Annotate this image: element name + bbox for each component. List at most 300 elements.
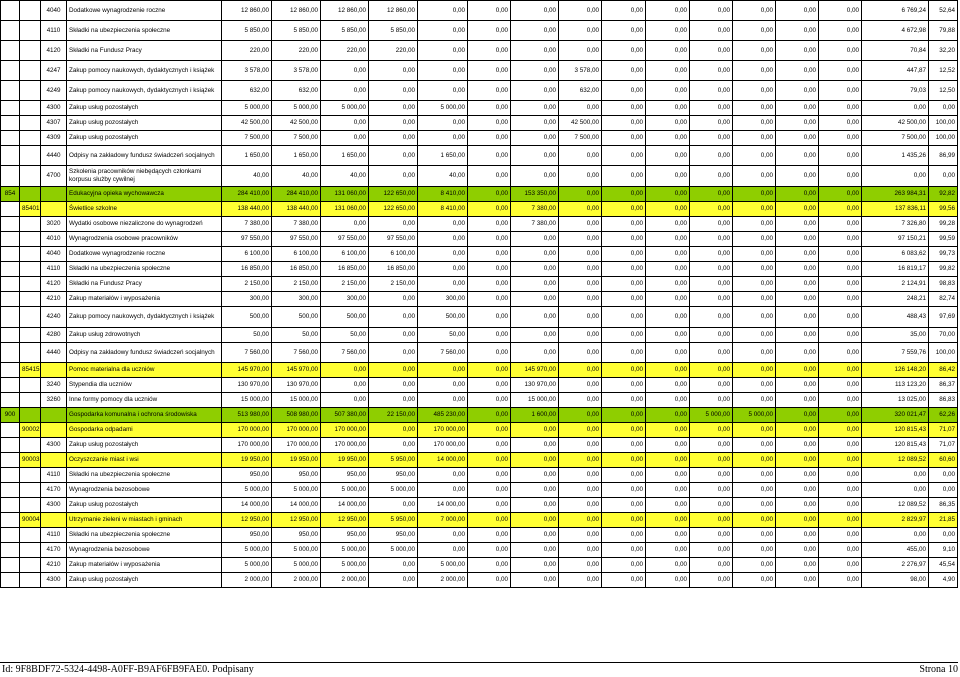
rozdzial-cell: 85401 [20, 202, 41, 217]
paragraf-cell: 4300 [41, 573, 67, 588]
amount-cell: 0,00 [690, 528, 733, 543]
amount-cell: 2 150,00 [222, 277, 272, 292]
rozdzial-row [1, 513, 958, 528]
amount-cell: 0,00 [776, 453, 819, 468]
name-cell: Składki na Fundusz Pracy [67, 41, 222, 61]
rozdzial-cell [20, 543, 41, 558]
dzial-cell [1, 61, 20, 81]
dzial-cell [1, 438, 20, 453]
amount-cell: 0,00 [733, 247, 776, 262]
amount-cell: 0,00 [418, 232, 468, 247]
dzial-cell [1, 247, 20, 262]
amount-cell: 0,00 [776, 41, 819, 61]
name-cell: Wynagrodzenia osobowe pracowników [67, 232, 222, 247]
paragraf-row [1, 166, 958, 187]
amount-cell: 0,00 [646, 343, 690, 363]
rozdzial-cell [20, 277, 41, 292]
amount-cell: 0,00 [646, 217, 690, 232]
amount-cell: 500,00 [272, 307, 321, 328]
amount-cell: 0,00 [369, 498, 418, 513]
paragraf-row [1, 146, 958, 166]
paragraf-row [1, 1, 958, 21]
amount-cell: 0,00 [690, 307, 733, 328]
amount-cell: 0,00 [776, 468, 819, 483]
amount-cell: 50,00 [272, 328, 321, 343]
amount-cell: 0,00 [819, 423, 862, 438]
amount-cell: 0,00 [321, 363, 369, 378]
amount-cell: 0,00 [602, 61, 646, 81]
amount-cell: 0,00 [819, 468, 862, 483]
amount-cell: 455,00 [862, 543, 929, 558]
amount-cell: 92,82 [929, 187, 958, 202]
amount-cell: 0,00 [602, 81, 646, 101]
paragraf-row [1, 378, 958, 393]
paragraf-cell [41, 363, 67, 378]
amount-cell: 170 000,00 [418, 423, 468, 438]
amount-cell: 0,00 [468, 483, 511, 498]
dzial-cell [1, 468, 20, 483]
amount-cell: 0,00 [602, 558, 646, 573]
amount-cell: 170 000,00 [321, 438, 369, 453]
paragraf-cell [41, 513, 67, 528]
amount-cell: 632,00 [559, 81, 602, 101]
paragraf-row [1, 61, 958, 81]
paragraf-cell: 4309 [41, 131, 67, 146]
amount-cell: 0,00 [602, 363, 646, 378]
amount-cell: 145 970,00 [511, 363, 559, 378]
amount-cell: 16 819,17 [862, 262, 929, 277]
rozdzial-cell [20, 217, 41, 232]
amount-cell: 0,00 [819, 483, 862, 498]
amount-cell: 263 984,31 [862, 187, 929, 202]
paragraf-row [1, 131, 958, 146]
amount-cell: 12 860,00 [222, 1, 272, 21]
amount-cell: 62,26 [929, 408, 958, 423]
amount-cell: 0,00 [369, 166, 418, 187]
amount-cell: 16 850,00 [222, 262, 272, 277]
amount-cell: 0,00 [733, 202, 776, 217]
amount-cell: 0,00 [862, 528, 929, 543]
amount-cell: 7 380,00 [272, 217, 321, 232]
amount-cell: 0,00 [602, 262, 646, 277]
amount-cell: 0,00 [776, 247, 819, 262]
amount-cell: 0,00 [733, 131, 776, 146]
amount-cell: 0,00 [690, 116, 733, 131]
name-cell: Edukacyjna opieka wychowawcza [67, 187, 222, 202]
amount-cell: 86,35 [929, 498, 958, 513]
rozdzial-cell [20, 247, 41, 262]
amount-cell: 0,00 [468, 131, 511, 146]
amount-cell: 21,85 [929, 513, 958, 528]
amount-cell: 0,00 [602, 393, 646, 408]
dzial-cell [1, 483, 20, 498]
amount-cell: 0,00 [733, 453, 776, 468]
amount-cell: 0,00 [559, 277, 602, 292]
amount-cell: 0,00 [602, 187, 646, 202]
amount-cell: 0,00 [819, 292, 862, 307]
amount-cell: 0,00 [690, 558, 733, 573]
name-cell: Gospodarka komunalna i ochrona środowiska [67, 408, 222, 423]
amount-cell: 0,00 [690, 328, 733, 343]
amount-cell: 0,00 [819, 498, 862, 513]
amount-cell: 0,00 [690, 61, 733, 81]
dzial-cell [1, 41, 20, 61]
amount-cell: 0,00 [602, 116, 646, 131]
amount-cell: 99,73 [929, 247, 958, 262]
amount-cell: 284 410,00 [222, 187, 272, 202]
dzial-cell [1, 543, 20, 558]
amount-cell: 0,00 [819, 543, 862, 558]
amount-cell: 0,00 [418, 116, 468, 131]
paragraf-row [1, 483, 958, 498]
amount-cell: 248,21 [862, 292, 929, 307]
amount-cell: 0,00 [602, 513, 646, 528]
amount-cell: 0,00 [559, 423, 602, 438]
amount-cell: 0,00 [819, 558, 862, 573]
amount-cell: 0,00 [819, 363, 862, 378]
amount-cell: 320 021,47 [862, 408, 929, 423]
amount-cell: 13 025,00 [862, 393, 929, 408]
dzial-cell [1, 328, 20, 343]
amount-cell: 0,00 [468, 558, 511, 573]
amount-cell: 950,00 [321, 528, 369, 543]
paragraf-cell [41, 453, 67, 468]
rozdzial-cell: 90002 [20, 423, 41, 438]
amount-cell: 950,00 [222, 468, 272, 483]
amount-cell: 0,00 [468, 498, 511, 513]
rozdzial-cell [20, 262, 41, 277]
amount-cell: 0,00 [690, 166, 733, 187]
amount-cell: 7 560,00 [418, 343, 468, 363]
amount-cell: 14 000,00 [222, 498, 272, 513]
amount-cell: 5 850,00 [369, 21, 418, 41]
paragraf-cell: 4300 [41, 498, 67, 513]
amount-cell: 0,00 [690, 393, 733, 408]
amount-cell: 0,00 [468, 166, 511, 187]
amount-cell: 0,00 [559, 307, 602, 328]
paragraf-row [1, 498, 958, 513]
amount-cell: 0,00 [819, 408, 862, 423]
amount-cell: 0,00 [559, 262, 602, 277]
amount-cell: 145 970,00 [272, 363, 321, 378]
paragraf-row [1, 307, 958, 328]
amount-cell: 500,00 [418, 307, 468, 328]
amount-cell: 2 000,00 [222, 573, 272, 588]
amount-cell: 0,00 [321, 217, 369, 232]
amount-cell: 0,00 [646, 61, 690, 81]
amount-cell: 0,00 [559, 21, 602, 41]
amount-cell: 71,07 [929, 438, 958, 453]
amount-cell: 97 550,00 [321, 232, 369, 247]
amount-cell: 19 950,00 [321, 453, 369, 468]
amount-cell: 0,00 [929, 483, 958, 498]
amount-cell: 97 550,00 [222, 232, 272, 247]
amount-cell: 6 769,24 [862, 1, 929, 21]
amount-cell: 0,00 [776, 343, 819, 363]
amount-cell: 0,00 [321, 81, 369, 101]
paragraf-cell: 4300 [41, 438, 67, 453]
amount-cell: 0,00 [369, 438, 418, 453]
rozdzial-cell: 90003 [20, 453, 41, 468]
amount-cell: 120 815,43 [862, 423, 929, 438]
amount-cell: 508 980,00 [272, 408, 321, 423]
amount-cell: 5 950,00 [369, 453, 418, 468]
amount-cell: 0,00 [418, 217, 468, 232]
amount-cell: 2 150,00 [369, 277, 418, 292]
amount-cell: 0,00 [559, 166, 602, 187]
amount-cell: 0,00 [369, 328, 418, 343]
amount-cell: 0,00 [733, 61, 776, 81]
amount-cell: 0,00 [733, 378, 776, 393]
rozdzial-cell: 85415 [20, 363, 41, 378]
amount-cell: 0,00 [819, 438, 862, 453]
amount-cell: 0,00 [733, 328, 776, 343]
amount-cell: 632,00 [222, 81, 272, 101]
amount-cell: 447,87 [862, 61, 929, 81]
amount-cell: 0,00 [690, 146, 733, 166]
amount-cell: 0,00 [646, 277, 690, 292]
amount-cell: 0,00 [646, 307, 690, 328]
page-footer [0, 662, 958, 676]
amount-cell: 220,00 [222, 41, 272, 61]
amount-cell: 0,00 [418, 131, 468, 146]
amount-cell: 0,00 [776, 61, 819, 81]
amount-cell: 42 500,00 [862, 116, 929, 131]
paragraf-cell: 4307 [41, 116, 67, 131]
amount-cell: 0,00 [646, 423, 690, 438]
amount-cell: 0,00 [776, 573, 819, 588]
paragraf-cell: 3260 [41, 393, 67, 408]
dzial-cell [1, 21, 20, 41]
dzial-cell [1, 232, 20, 247]
name-cell: Odpisy na zakładowy fundusz świadczeń socjalnych [67, 146, 222, 166]
amount-cell: 0,00 [559, 468, 602, 483]
amount-cell: 0,00 [369, 146, 418, 166]
dzial-cell [1, 277, 20, 292]
amount-cell: 0,00 [646, 438, 690, 453]
amount-cell: 131 060,00 [321, 202, 369, 217]
amount-cell: 86,42 [929, 363, 958, 378]
paragraf-cell: 4440 [41, 146, 67, 166]
amount-cell: 5 000,00 [733, 408, 776, 423]
paragraf-cell [41, 202, 67, 217]
paragraf-cell: 4210 [41, 558, 67, 573]
amount-cell: 220,00 [369, 41, 418, 61]
amount-cell: 0,00 [559, 292, 602, 307]
amount-cell: 0,00 [776, 328, 819, 343]
amount-cell: 0,00 [929, 166, 958, 187]
rozdzial-cell [20, 41, 41, 61]
amount-cell: 7 500,00 [222, 131, 272, 146]
rozdzial-cell [20, 131, 41, 146]
amount-cell: 0,00 [602, 573, 646, 588]
amount-cell: 12 860,00 [321, 1, 369, 21]
amount-cell: 5 000,00 [272, 558, 321, 573]
amount-cell: 0,00 [511, 468, 559, 483]
amount-cell: 2 000,00 [418, 573, 468, 588]
amount-cell: 0,00 [646, 116, 690, 131]
amount-cell: 0,00 [511, 232, 559, 247]
amount-cell: 0,00 [819, 262, 862, 277]
amount-cell: 0,00 [819, 41, 862, 61]
amount-cell: 1 650,00 [222, 146, 272, 166]
name-cell: Świetlice szkolne [67, 202, 222, 217]
paragraf-cell: 4170 [41, 483, 67, 498]
amount-cell: 7 000,00 [418, 513, 468, 528]
amount-cell: 5 000,00 [272, 101, 321, 116]
amount-cell: 0,00 [776, 483, 819, 498]
amount-cell: 0,00 [418, 61, 468, 81]
amount-cell: 0,00 [819, 307, 862, 328]
amount-cell: 0,00 [468, 61, 511, 81]
amount-cell: 32,20 [929, 41, 958, 61]
amount-cell: 0,00 [646, 187, 690, 202]
amount-cell: 0,00 [511, 247, 559, 262]
amount-cell: 60,60 [929, 453, 958, 468]
name-cell: Zakup usług pozostałych [67, 131, 222, 146]
amount-cell: 0,00 [602, 131, 646, 146]
paragraf-cell: 4280 [41, 328, 67, 343]
rozdzial-cell [20, 116, 41, 131]
amount-cell: 0,00 [511, 483, 559, 498]
rozdzial-row [1, 202, 958, 217]
amount-cell: 0,00 [511, 61, 559, 81]
amount-cell: 0,00 [602, 498, 646, 513]
dzial-cell [1, 393, 20, 408]
rozdzial-cell [20, 187, 41, 202]
name-cell: Gospodarka odpadami [67, 423, 222, 438]
amount-cell: 0,00 [602, 1, 646, 21]
amount-cell: 6 100,00 [272, 247, 321, 262]
amount-cell: 97,69 [929, 307, 958, 328]
amount-cell: 0,00 [819, 513, 862, 528]
amount-cell: 0,00 [418, 262, 468, 277]
rozdzial-cell [20, 408, 41, 423]
amount-cell: 5 950,00 [369, 513, 418, 528]
amount-cell: 950,00 [222, 528, 272, 543]
amount-cell: 45,54 [929, 558, 958, 573]
amount-cell: 0,00 [321, 116, 369, 131]
name-cell: Odpisy na zakładowy fundusz świadczeń socjalnych [67, 343, 222, 363]
amount-cell: 0,00 [369, 131, 418, 146]
name-cell: Zakup materiałów i wyposażenia [67, 292, 222, 307]
amount-cell: 0,00 [733, 1, 776, 21]
amount-cell: 0,00 [646, 146, 690, 166]
amount-cell: 0,00 [646, 232, 690, 247]
dzial-cell [1, 146, 20, 166]
name-cell: Inne formy pomocy dla uczniów [67, 393, 222, 408]
amount-cell: 86,37 [929, 378, 958, 393]
amount-cell: 145 970,00 [222, 363, 272, 378]
amount-cell: 0,00 [690, 21, 733, 41]
amount-cell: 300,00 [222, 292, 272, 307]
amount-cell: 7 560,00 [321, 343, 369, 363]
amount-cell: 0,00 [733, 558, 776, 573]
paragraf-row [1, 277, 958, 292]
amount-cell: 0,00 [690, 187, 733, 202]
amount-cell: 0,00 [468, 21, 511, 41]
amount-cell: 50,00 [418, 328, 468, 343]
amount-cell: 0,00 [559, 363, 602, 378]
amount-cell: 0,00 [559, 393, 602, 408]
amount-cell: 0,00 [511, 131, 559, 146]
rozdzial-cell [20, 81, 41, 101]
amount-cell: 0,00 [733, 468, 776, 483]
amount-cell: 0,00 [559, 528, 602, 543]
paragraf-cell: 4040 [41, 1, 67, 21]
amount-cell: 7 500,00 [272, 131, 321, 146]
page-number: Strona 10 [919, 664, 958, 675]
paragraf-cell: 4120 [41, 41, 67, 61]
paragraf-row [1, 558, 958, 573]
amount-cell: 5 000,00 [222, 483, 272, 498]
amount-cell: 0,00 [819, 131, 862, 146]
amount-cell: 0,00 [819, 146, 862, 166]
name-cell: Zakup usług pozostałych [67, 116, 222, 131]
amount-cell: 0,00 [602, 468, 646, 483]
amount-cell: 99,56 [929, 202, 958, 217]
rozdzial-row [1, 453, 958, 468]
amount-cell: 0,00 [511, 453, 559, 468]
amount-cell: 0,00 [733, 41, 776, 61]
amount-cell: 0,00 [602, 453, 646, 468]
amount-cell: 40,00 [418, 166, 468, 187]
amount-cell: 86,99 [929, 146, 958, 166]
amount-cell: 0,00 [776, 166, 819, 187]
rozdzial-cell [20, 498, 41, 513]
amount-cell: 8 410,00 [418, 202, 468, 217]
dzial-cell [1, 573, 20, 588]
amount-cell: 131 060,00 [321, 187, 369, 202]
amount-cell: 0,00 [819, 21, 862, 41]
amount-cell: 0,00 [733, 423, 776, 438]
amount-cell: 5 000,00 [418, 558, 468, 573]
amount-cell: 1 435,26 [862, 146, 929, 166]
amount-cell: 5 000,00 [321, 101, 369, 116]
dzial-cell: 900 [1, 408, 20, 423]
rozdzial-cell [20, 307, 41, 328]
amount-cell: 130 970,00 [272, 378, 321, 393]
amount-cell: 0,00 [690, 483, 733, 498]
amount-cell: 0,00 [468, 247, 511, 262]
name-cell: Zakup pomocy naukowych, dydaktycznych i książek [67, 61, 222, 81]
amount-cell: 79,88 [929, 21, 958, 41]
amount-cell: 0,00 [559, 217, 602, 232]
rozdzial-cell [20, 343, 41, 363]
amount-cell: 0,00 [776, 81, 819, 101]
amount-cell: 0,00 [690, 363, 733, 378]
amount-cell: 5 850,00 [321, 21, 369, 41]
amount-cell: 0,00 [646, 247, 690, 262]
amount-cell: 0,00 [369, 116, 418, 131]
amount-cell: 170 000,00 [272, 438, 321, 453]
amount-cell: 19 950,00 [222, 453, 272, 468]
amount-cell: 0,00 [819, 328, 862, 343]
amount-cell: 0,00 [468, 423, 511, 438]
paragraf-row [1, 101, 958, 116]
amount-cell: 0,00 [468, 292, 511, 307]
amount-cell: 0,00 [559, 543, 602, 558]
rozdzial-cell [20, 558, 41, 573]
amount-cell: 5 850,00 [222, 21, 272, 41]
paragraf-row [1, 328, 958, 343]
amount-cell: 40,00 [272, 166, 321, 187]
amount-cell: 0,00 [369, 81, 418, 101]
amount-cell: 0,00 [369, 61, 418, 81]
amount-cell: 0,00 [646, 131, 690, 146]
amount-cell: 0,00 [418, 483, 468, 498]
amount-cell: 2 829,97 [862, 513, 929, 528]
